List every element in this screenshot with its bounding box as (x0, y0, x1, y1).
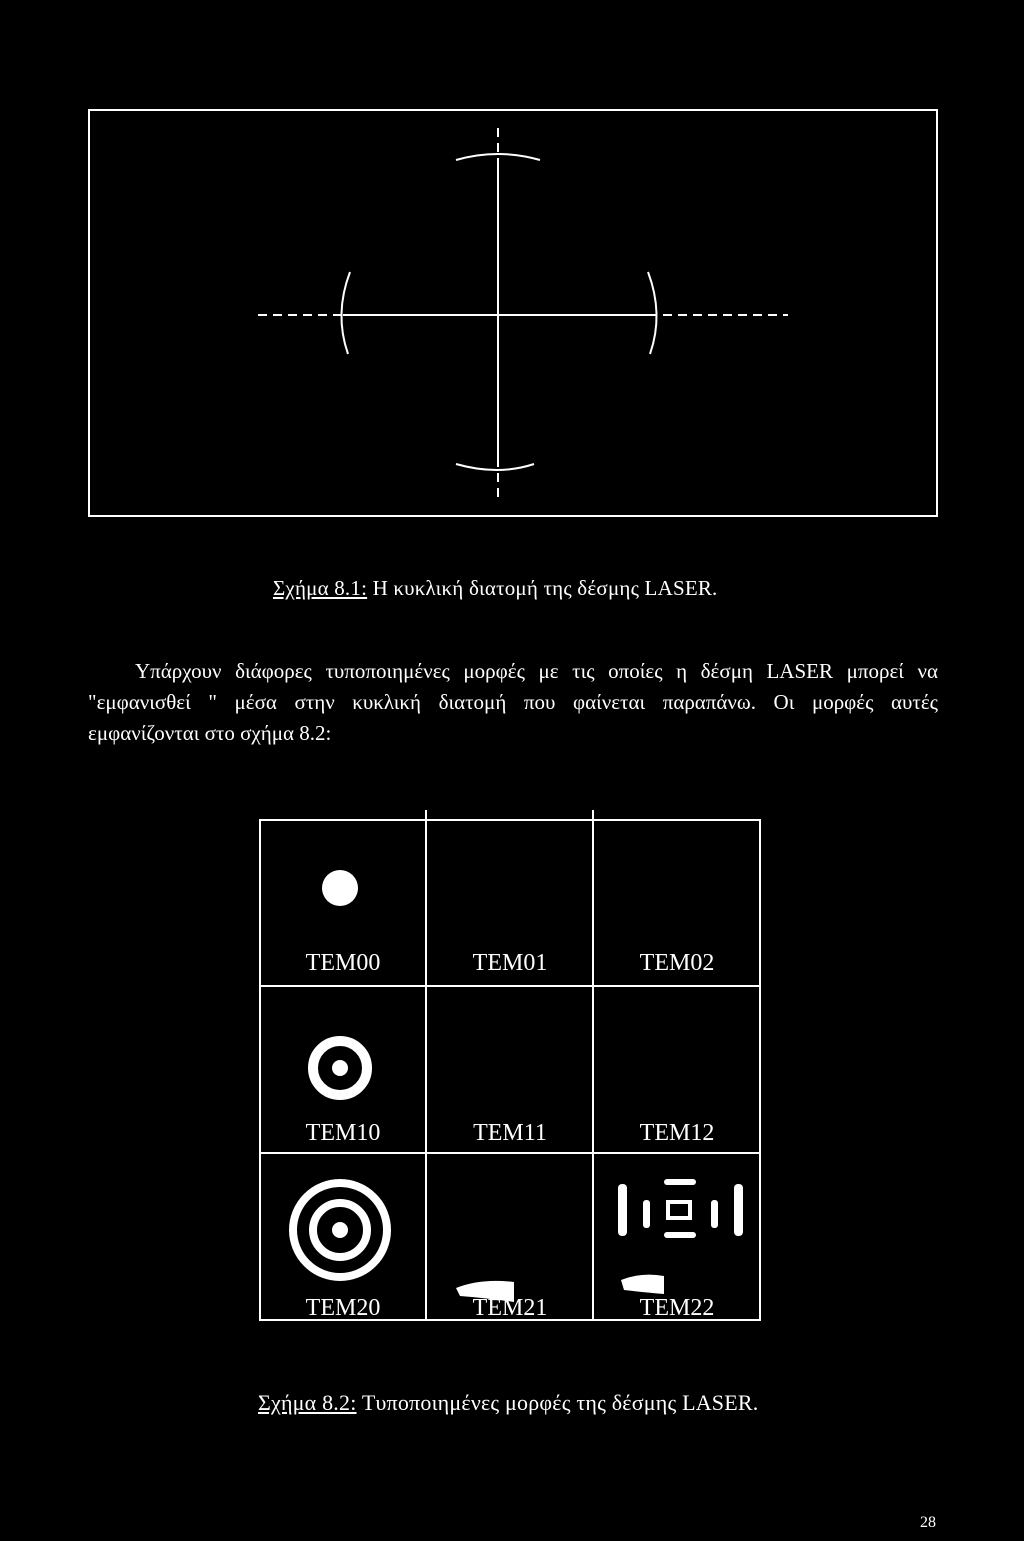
figure-8-1-caption (273, 576, 718, 601)
figure-8-2-tem-grid (256, 810, 766, 1330)
mode-label-tem20: TEM20 (305, 1295, 381, 1321)
tem10-spot (332, 1060, 348, 1076)
figure-8-2-caption (258, 1390, 758, 1416)
page-number: 28 (920, 1514, 936, 1531)
figure-frame (89, 110, 937, 516)
paragraph-line-2: "εμφανισθεί " μέσα στην κυκλική διατομή που φαίνεται παραπάνω. Οι μορφές αυτές (88, 690, 938, 714)
caption-text: Τυποποιημένες μορφές της δέσμης LASER. (356, 1390, 759, 1415)
mode-label-tem02: TEM02 (639, 950, 715, 976)
tem20-spot (332, 1222, 348, 1238)
mode-label-tem10: TEM10 (305, 1120, 381, 1146)
caption-text: Η κυκλική διατομή της δέσμης LASER. (367, 576, 718, 600)
caption-label: Σχήμα 8.2: (258, 1390, 357, 1415)
mode-label-tem21: TEM21 (472, 1295, 548, 1321)
arc-right (648, 272, 657, 354)
arc-left (341, 272, 350, 354)
mode-label-tem00: TEM00 (305, 950, 381, 976)
caption-label: Σχήμα 8.1: (273, 576, 368, 600)
paragraph-line-1: Υπάρχουν διάφορες τυποποιημένες μορφές με τις οποίες η δέσμη LASER μπορεί να (135, 659, 938, 683)
tem00-spot (322, 870, 358, 906)
mode-label-tem11: TEM11 (473, 1120, 547, 1146)
body-paragraph (88, 656, 938, 749)
mode-label-tem22: TEM22 (639, 1295, 715, 1321)
mode-label-tem01: TEM01 (472, 950, 548, 976)
arc-bottom (456, 464, 534, 470)
tem22-pattern (618, 1179, 743, 1294)
mode-label-tem12: TEM12 (639, 1120, 715, 1146)
paragraph-line-3: εμφανίζονται στο σχήμα 8.2: (88, 721, 332, 745)
figure-8-1-diagram (88, 104, 938, 518)
